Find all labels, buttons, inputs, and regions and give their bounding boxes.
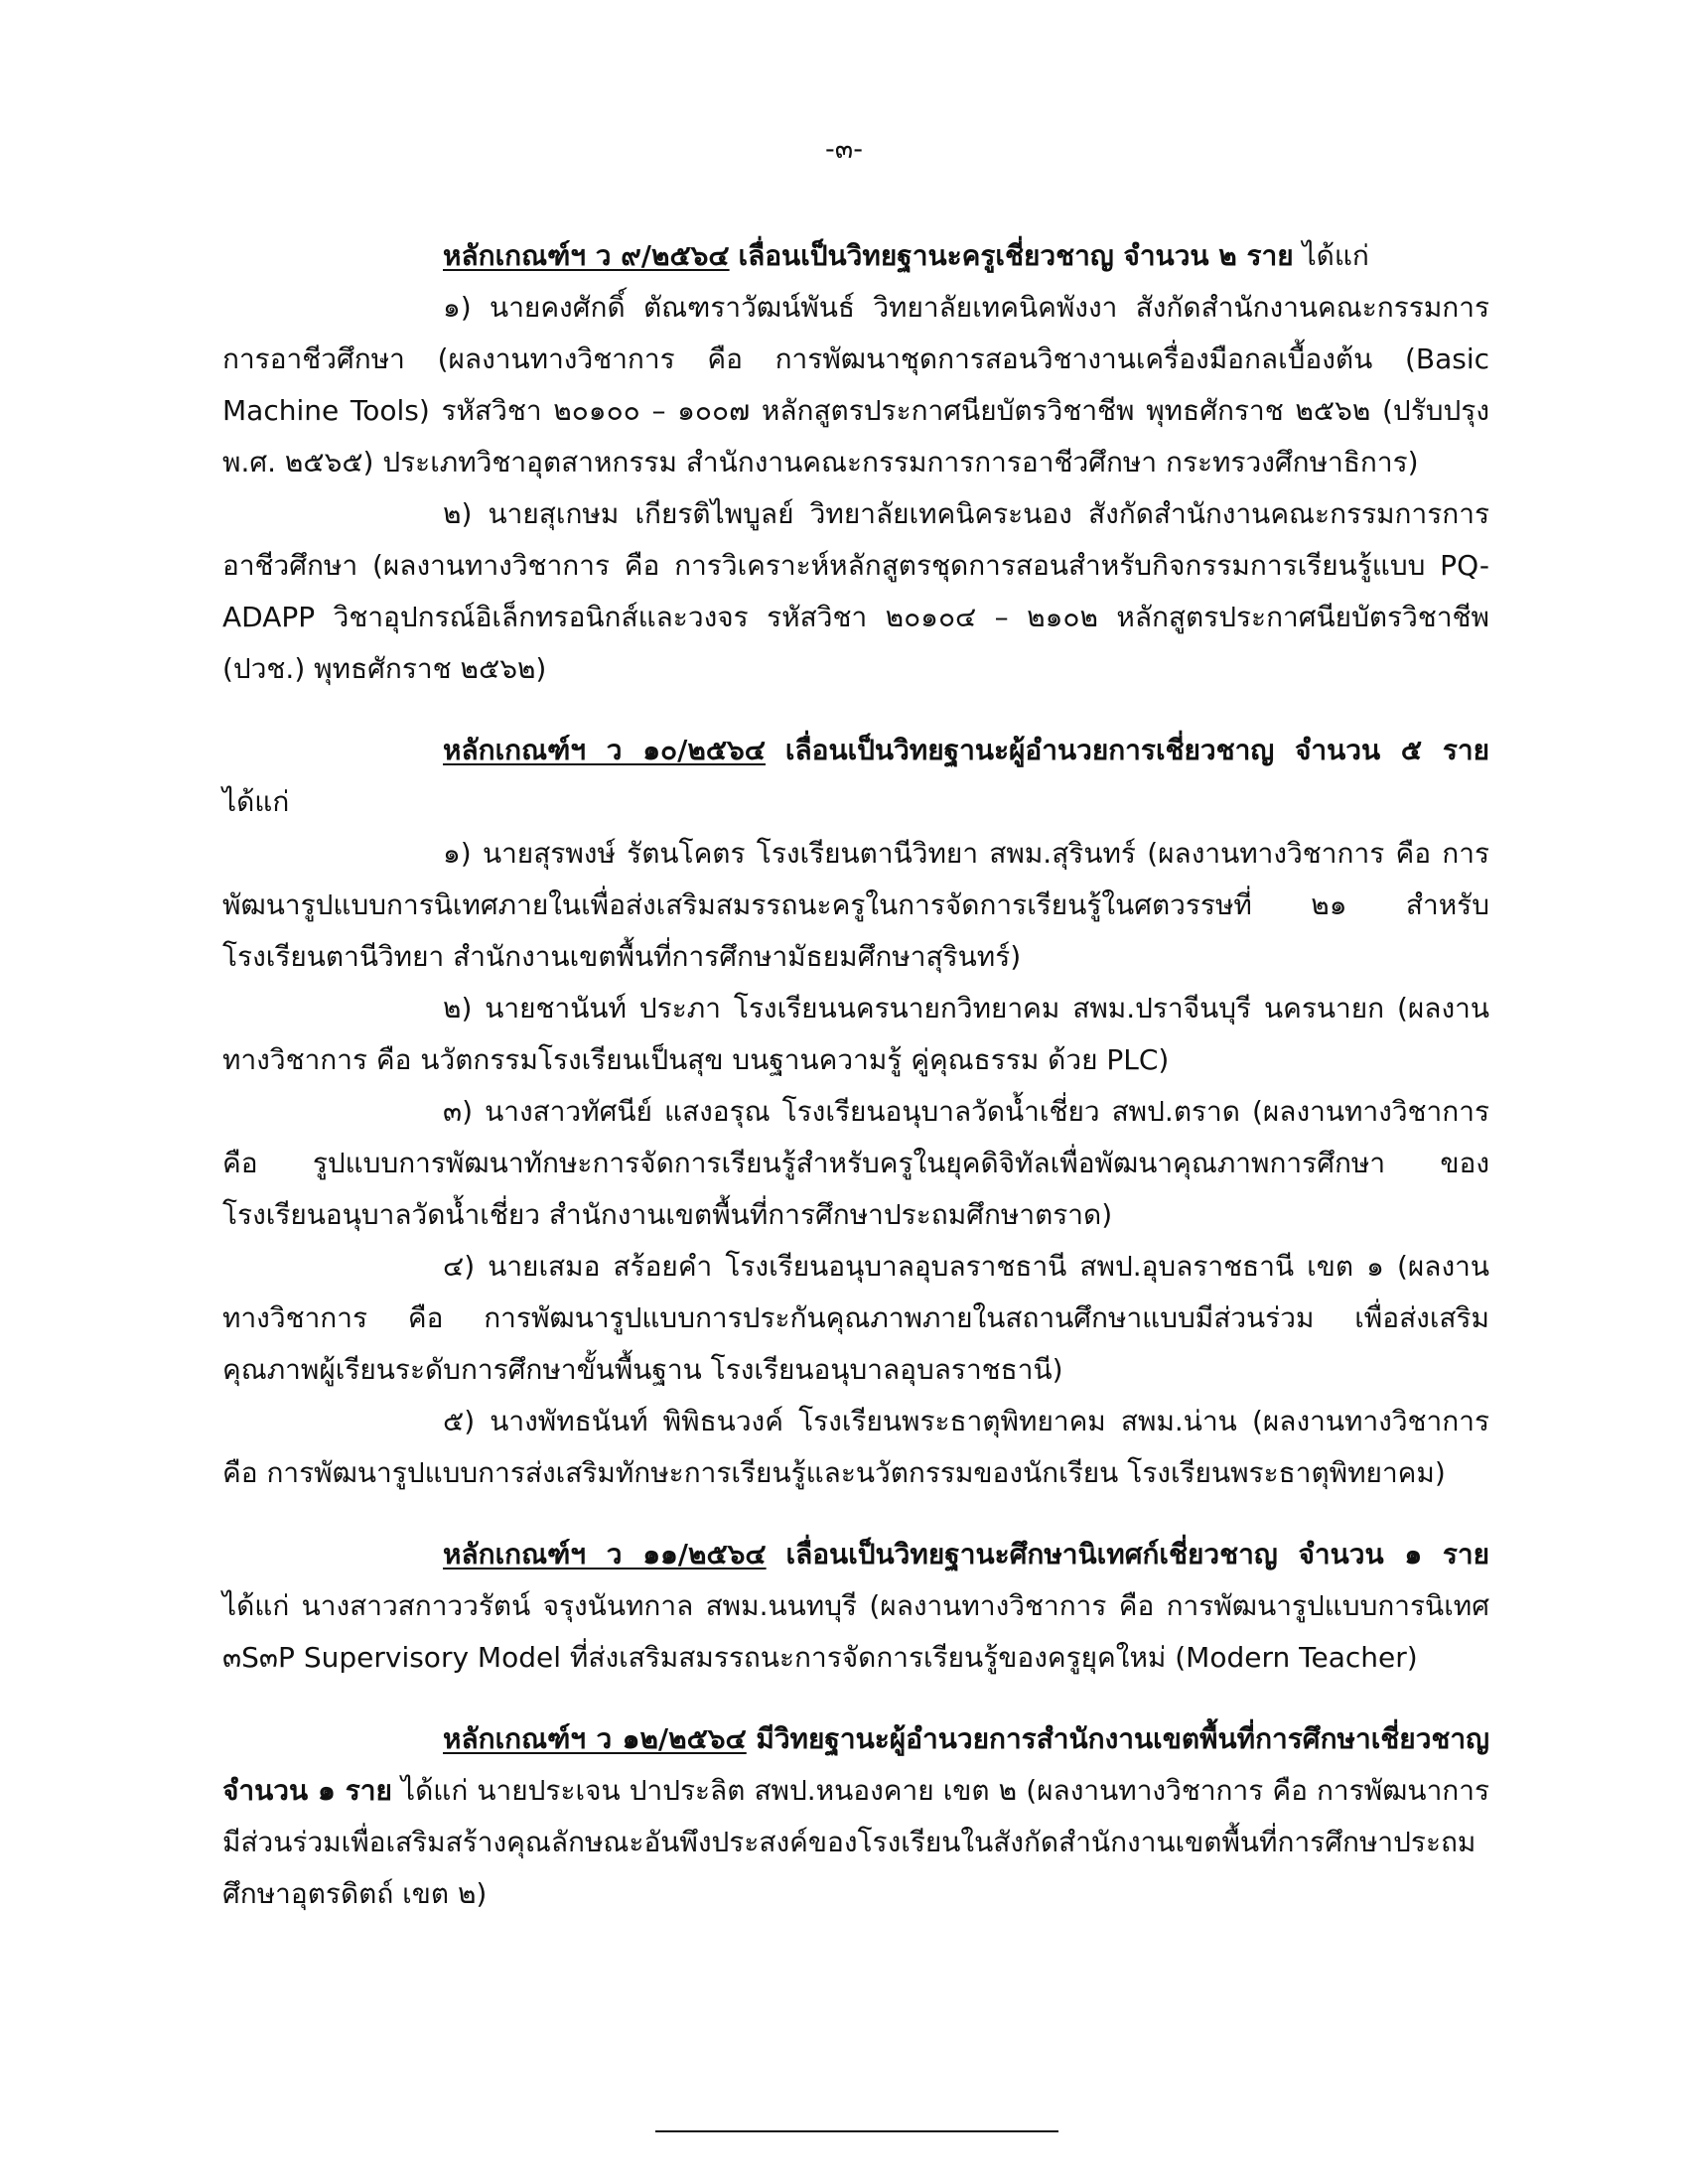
section-criteria-12 [222, 1713, 1489, 1920]
section-heading [222, 1529, 1489, 1684]
footer-divider [655, 2130, 1058, 2132]
list-item: ๕) นางพัทธนันท์ พิพิธนวงค์ โรงเรียนพระธาตุพิทยาคม สพม.น่าน (ผลงานทางวิชาการ คือ การพัฒนารูปแบบการส่งเสริมทักษะการเรียนรู้และนวัตกรรมของนักเรียน โรงเรียนพระธาตุพิทยาคม) [222, 1405, 1489, 1489]
section-criteria-9 [222, 230, 1489, 695]
section-tail: ได้แก่ [222, 785, 290, 818]
section-criteria-10 [222, 725, 1489, 1499]
section-heading [222, 725, 1489, 828]
criteria-reference: หลักเกณฑ์ฯ ว ๑๒/๒๕๖๔ [443, 1722, 747, 1755]
list-item: ๔) นายเสมอ สร้อยคำ โรงเรียนอนุบาลอุบลราชธานี สพป.อุบลราชธานี เขต ๑ (ผลงานทางวิชาการ คือ การพัฒนารูปแบบการประกันคุณภาพภายในสถานศึกษาแบบมีส่วนร่วม เพื่อส่งเสริมคุณภาพผู้เรียนระดับการศึกษาขั้นพื้นฐาน โรงเรียนอนุบาลอุบลราชธานี) [222, 1250, 1489, 1386]
criteria-reference: หลักเกณฑ์ฯ ว ๑๑/๒๕๖๔ [443, 1538, 767, 1570]
list-item: ๑) นายคงศักดิ์ ตัณฑราวัฒน์พันธ์ วิทยาลัยเทคนิคพังงา สังกัดสำนักงานคณะกรรมการการอาชีวศึกษา (ผลงานทางวิชาการ คือ การพัฒนาชุดการสอนวิชางานเครื่องมือกลเบื้องต้น (Basic Machine Tools) รหัสวิชา ๒๐๑๐๐ – ๑๐๐๗ หลักสูตรประกาศนียบัตรวิชาชีพ พุทธศักราช ๒๕๖๒ (ปรับปรุง พ.ศ. ๒๕๖๕) ประเภทวิชาอุตสาหกรรม สำนักงานคณะกรรมการการอาชีวศึกษา กระทรวงศึกษาธิการ) [222, 291, 1489, 478]
section-tail: ได้แก่ นายประเจน ปาประลิต สพป.หนองคาย เขต ๒ (ผลงานทางวิชาการ คือ การพัฒนาการมีส่วนร่วมเพื่อเสริมสร้างคุณลักษณะอันพึงประสงค์ของโรงเรียนในสังกัดสำนักงานเขตพื้นที่การศึกษาประถมศึกษาอุตรดิตถ์ เขต ๒) [222, 1774, 1490, 1910]
section-headline: เลื่อนเป็นวิทยฐานะศึกษานิเทศก์เชี่ยวชาญ จำนวน ๑ ราย [785, 1538, 1489, 1570]
section-headline: มีวิทยฐานะผู้อำนวยการสำนักงานเขตพื้นที่การศึกษาเชี่ยวชาญ จำนวน ๑ ราย [222, 1722, 1489, 1807]
section-heading [222, 230, 1489, 282]
section-headline: เลื่อนเป็นวิทยฐานะผู้อำนวยการเชี่ยวชาญ จำนวน ๕ ราย [784, 734, 1489, 766]
criteria-reference: หลักเกณฑ์ฯ ว ๙/๒๕๖๔ [443, 239, 730, 272]
page-number: -๓- [825, 134, 863, 165]
section-tail: ได้แก่ นางสาวสกาววรัตน์ จรุงนันทกาล สพม.นนทบุรี (ผลงานทางวิชาการ คือ การพัฒนารูปแบบการนิเทศ ๓S๓P Supervisory Model ที่ส่งเสริมสมรรถนะการจัดการเรียนรู้ของครูยุคใหม่ (Modern Teacher) [222, 1589, 1489, 1674]
section-criteria-11 [222, 1529, 1489, 1684]
section-tail: ได้แก่ [1302, 239, 1369, 272]
section-heading [222, 1713, 1489, 1920]
criteria-reference: หลักเกณฑ์ฯ ว ๑๐/๒๕๖๔ [443, 734, 766, 766]
list-item: ๒) นายชานันท์ ประภา โรงเรียนนครนายกวิทยาคม สพม.ปราจีนบุรี นครนายก (ผลงานทางวิชาการ คือ นวัตกรรมโรงเรียนเป็นสุข บนฐานความรู้ คู่คุณธรรม ด้วย PLC) [222, 992, 1489, 1076]
list-item: ๒) นายสุเกษม เกียรติไพบูลย์ วิทยาลัยเทคนิคระนอง สังกัดสำนักงานคณะกรรมการการอาชีวศึกษา (ผลงานทางวิชาการ คือ การวิเคราะห์หลักสูตรชุดการสอนสำหรับกิจกรรมการเรียนรู้แบบ PQ-ADAPP วิชาอุปกรณ์อิเล็กทรอนิกส์และวงจร รหัสวิชา ๒๐๑๐๔ – ๒๑๐๒ หลักสูตรประกาศนียบัตรวิชาชีพ (ปวช.) พุทธศักราช ๒๕๖๒) [222, 497, 1489, 685]
list-item: ๓) นางสาวทัศนีย์ แสงอรุณ โรงเรียนอนุบาลวัดน้ำเชี่ยว สพป.ตราด (ผลงานทางวิชาการ คือ รูปแบบการพัฒนาทักษะการจัดการเรียนรู้สำหรับครูในยุคดิจิทัลเพื่อพัฒนาคุณภาพการศึกษา ของโรงเรียนอนุบาลวัดน้ำเชี่ยว สำนักงานเขตพื้นที่การศึกษาประถมศึกษาตราด) [222, 1095, 1489, 1231]
document-body [222, 230, 1489, 1920]
list-item: ๑) นายสุรพงษ์ รัตนโคตร โรงเรียนตานีวิทยา สพม.สุรินทร์ (ผลงานทางวิชาการ คือ การพัฒนารูปแบบการนิเทศภายในเพื่อส่งเสริมสมรรถนะครูในการจัดการเรียนรู้ในศตวรรษที่ ๒๑ สำหรับโรงเรียนตานีวิทยา สำนักงานเขตพื้นที่การศึกษามัธยมศึกษาสุรินทร์) [222, 837, 1489, 973]
section-headline: เลื่อนเป็นวิทยฐานะครูเชี่ยวชาญ จำนวน ๒ ราย [738, 239, 1294, 272]
